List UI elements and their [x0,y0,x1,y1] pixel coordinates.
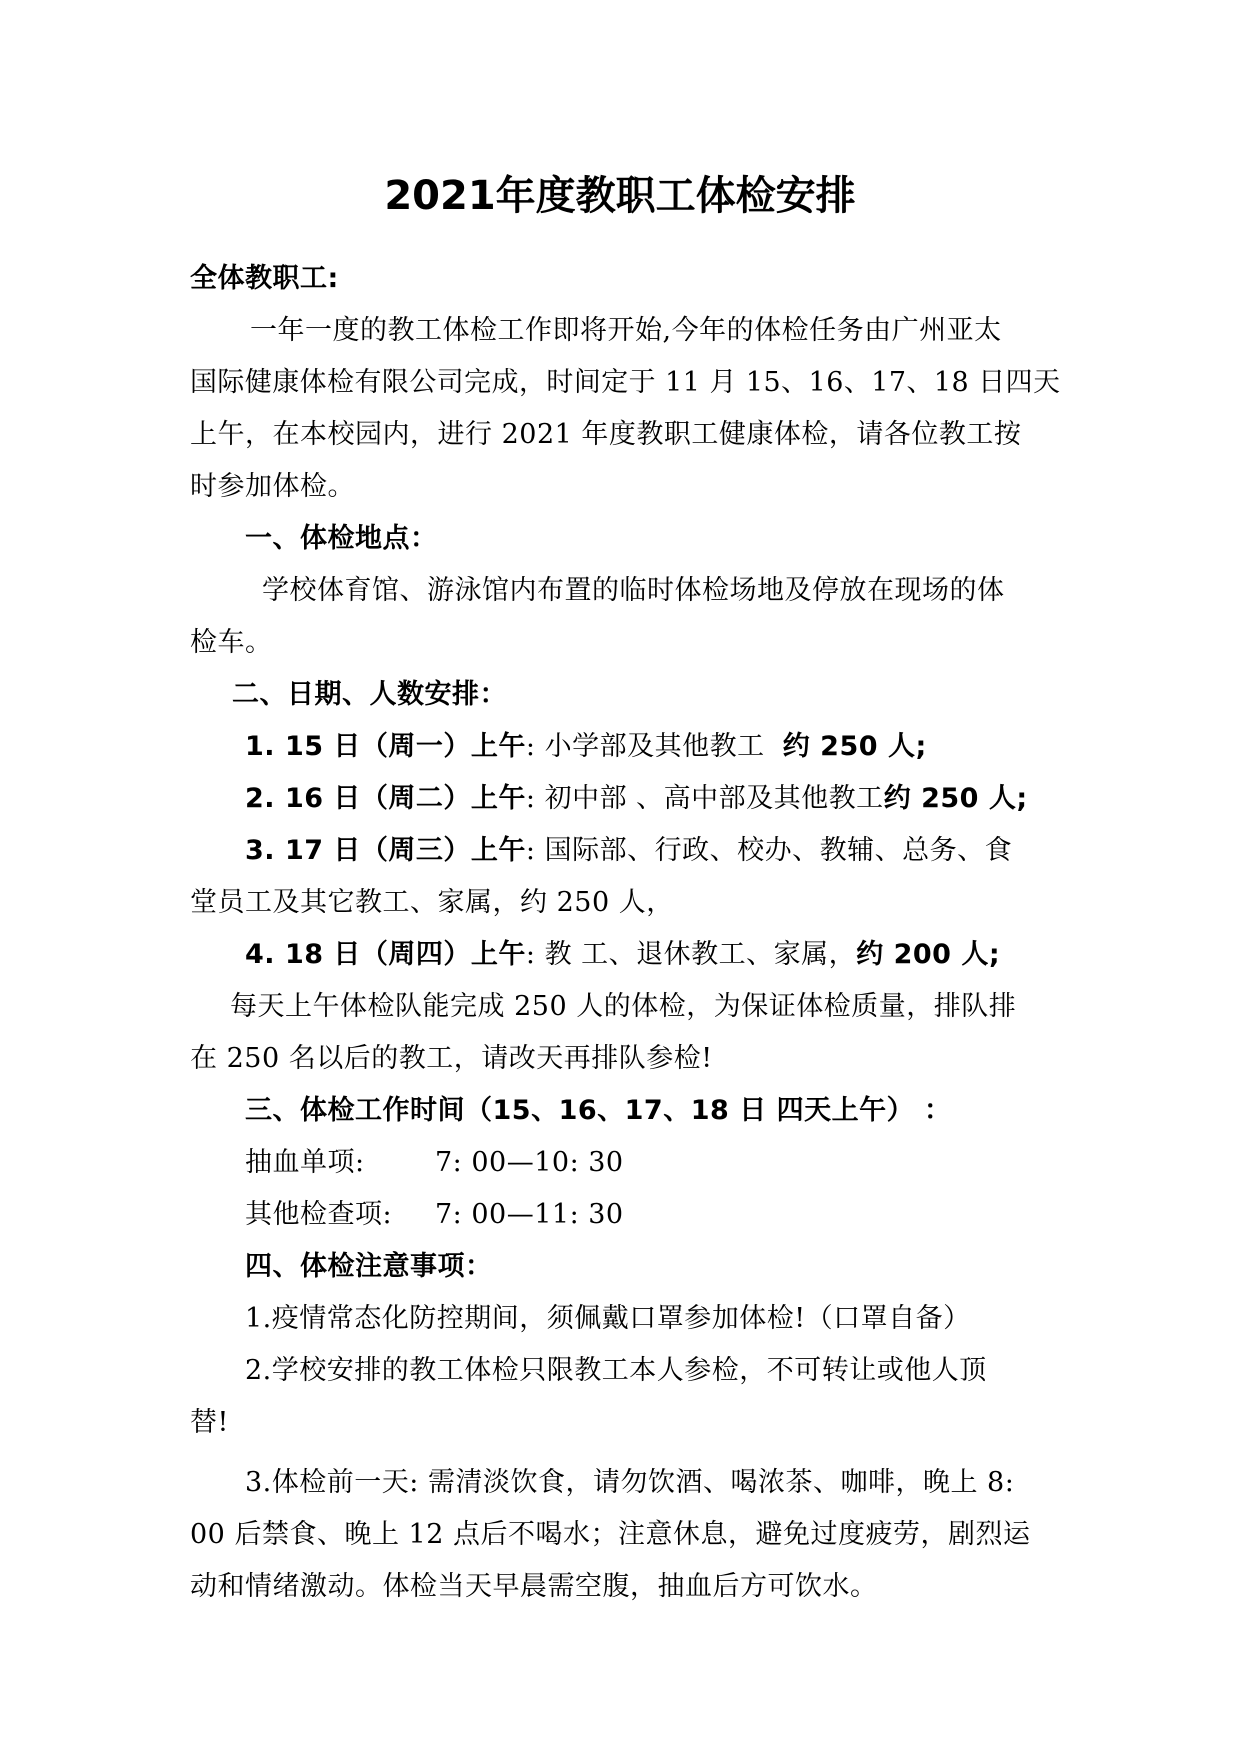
time-row-other-time: 7: 00—11: 30 [435,1199,624,1230]
schedule-item-3-text: : 国际部、行政、校办、教辅、总务、食 [525,835,1013,866]
schedule-item-2-label: 2. 16 日（周二）上午 [245,783,526,814]
schedule-item-2-count: 约 250 人; [883,783,1028,814]
schedule-item-3-line-2: 堂员工及其它教工、家属，约 250 人， [190,887,674,918]
time-row-blood-label: 抽血单项: [245,1147,365,1178]
section2-heading: 二、日期、人数安排： [232,679,507,710]
schedule-item-3-label: 3. 17 日（周三）上午 [245,835,526,866]
schedule-item-1 [245,730,927,764]
notice-item-1: 1.疫情常态化防控期间，须佩戴口罩参加体检!（口罩自备） [245,1303,971,1334]
intro-line-2: 国际健康体检有限公司完成，时间定于 11 月 15、16、17、18 日四天 [190,367,1061,398]
schedule-item-4-text: : 教 工、退休教工、家属， [525,939,857,970]
schedule-item-3 [245,834,1012,868]
notice-item-3-line-2: 00 后禁食、晚上 12 点后不喝水；注意休息，避免过度疲劳，剧烈运 [190,1519,1031,1550]
section1-heading: 一、体检地点： [245,523,438,554]
salutation: 全体教职工: [190,263,339,294]
time-row-other [245,1198,624,1232]
schedule-item-4-label: 4. 18 日（周四）上午 [245,939,526,970]
time-row-blood-time: 7: 00—10: 30 [435,1147,624,1178]
section4-heading: 四、体检注意事项： [245,1251,493,1282]
schedule-item-2-text: : 初中部 、高中部及其他教工 [525,783,884,814]
notice-item-3-line-1: 3.体检前一天: 需清淡饮食，请勿饮酒、喝浓茶、咖啡，晚上 8: [245,1467,1015,1498]
capacity-note-line-2: 在 250 名以后的教工，请改天再排队参检! [190,1043,713,1074]
time-row-blood [245,1146,624,1180]
intro-line-3: 上午，在本校园内，进行 2021 年度教职工健康体检，请各位教工按 [190,419,1022,450]
schedule-item-1-count: 约 250 人; [782,731,927,762]
intro-line-4: 时参加体检。 [190,471,355,502]
schedule-item-1-label: 1. 15 日（周一）上午 [245,731,526,762]
schedule-item-2 [245,782,1028,816]
capacity-note-line-1: 每天上午体检队能完成 250 人的体检，为保证体检质量，排队排 [230,991,1017,1022]
schedule-item-4-count: 约 200 人; [856,939,1001,970]
section3-heading: 三、体检工作时间（15、16、17、18 日 四天上午） ： [245,1095,952,1126]
time-row-other-label: 其他检查项: [245,1199,393,1230]
notice-item-3-line-3: 动和情绪激动。体检当天早晨需空腹，抽血后方可饮水。 [190,1571,878,1602]
intro-line-1: 一年一度的教工体检工作即将开始,今年的体检任务由广州亚太 [250,315,1002,346]
schedule-item-1-text: : 小学部及其他教工 [525,731,765,762]
document-title: 2021年度教职工体检安排 [384,173,856,219]
section1-line-2: 检车。 [190,627,273,658]
schedule-item-4 [245,938,1000,972]
notice-item-2-line-2: 替! [190,1407,229,1438]
notice-item-2-line-1: 2.学校安排的教工体检只限教工本人参检，不可转让或他人顶 [245,1355,987,1386]
section1-line-1: 学校体育馆、游泳馆内布置的临时体检场地及停放在现场的体 [262,575,1005,606]
